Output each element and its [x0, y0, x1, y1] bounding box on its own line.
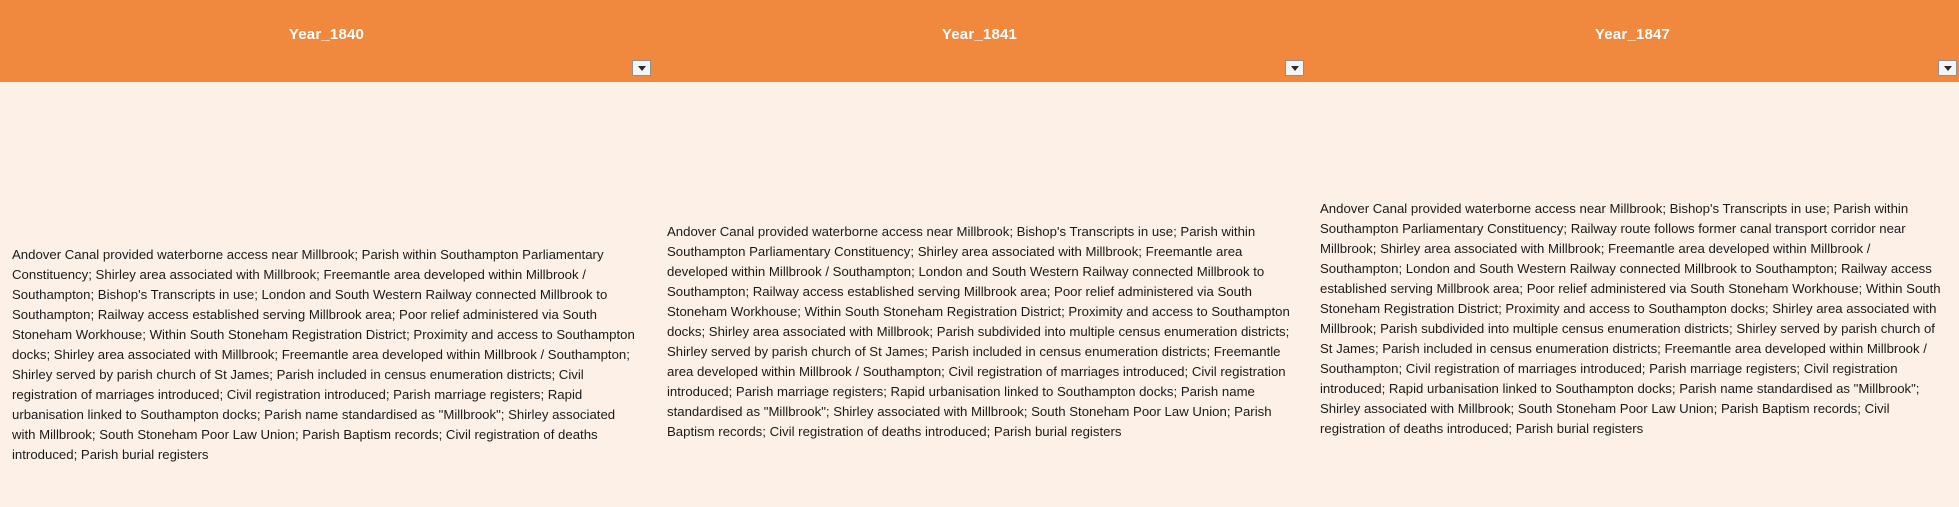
column-header-1840: [0, 0, 653, 82]
column-header-1847: [1306, 0, 1959, 82]
column-text-1840: Andover Canal provided waterborne access near Millbrook; Parish within Southampton Parliamentary Constituency; Shirley area associated with Millbrook; Freemantle area developed within Millbrook / Southampton; Bishop's Transcripts in use; London and South Western Railway connected Millbrook to Southampton; Railway access established serving Millbrook area; Poor relief administered via South Stoneham Workhouse; Within South Stoneham Registration District; Proximity and access to Southampton docks; Shirley area associated with Millbrook; Freemantle area developed within Millbrook / Southampton; Shirley served by parish church of St James; Parish included in census enumeration districts; Civil registration of marriages introduced; Civil registration introduced; Parish marriage registers; Rapid urbanisation linked to Southampton docks; Parish name standardised as "Millbrook"; Shirley associated with Millbrook; South Stoneham Poor Law Union; Parish Baptism records; Civil registration of deaths introduced; Parish burial registers: [12, 247, 635, 462]
column-title-1847: Year_1847: [1594, 26, 1671, 43]
chevron-down-icon: [638, 66, 646, 71]
column-dropdown-button-1840[interactable]: [632, 60, 651, 76]
chevron-down-icon: [1291, 66, 1299, 71]
column-dropdown-button-1847[interactable]: [1938, 60, 1957, 76]
column-year-1841: [653, 0, 1306, 507]
column-text-1841: Andover Canal provided waterborne access near Millbrook; Bishop's Transcripts in use; Parish within Southampton Parliamentary Constituency; Shirley area associated with Millbrook; Freemantle area developed within Millbrook / Southampton; London and South Western Railway connected Millbrook to Southampton; Railway access established serving Millbrook area; Poor relief administered via South Stoneham Workhouse; Within South Stoneham Registration District; Proximity and access to Southampton docks; Shirley area associated with Millbrook; Parish subdivided into multiple census enumeration districts; Shirley served by parish church of St James; Parish included in census enumeration districts; Freemantle area developed within Millbrook / Southampton; Civil registration of marriages introduced; Civil registration introduced; Parish marriage registers; Rapid urbanisation linked to Southampton docks; Parish name standardised as "Millbrook"; Shirley associated with Millbrook; South Stoneham Poor Law Union; Parish Baptism records; Civil registration of deaths introduced; Parish burial registers: [667, 224, 1290, 439]
column-text-1847: Andover Canal provided waterborne access near Millbrook; Bishop's Transcripts in use; Parish within Southampton Parliamentary Constituency; Railway route follows former canal transport corridor near Millbrook; Shirley area associated with Millbrook; Freemantle area developed within Millbrook / Southampton; London and South Western Railway connected Millbrook to Southampton; Railway access established serving Millbrook area; Poor relief administered via South Stoneham Workhouse; Within South Stoneham Registration District; Proximity and access to Southampton docks; Shirley area associated with Millbrook; Parish subdivided into multiple census enumeration districts; Shirley served by parish church of St James; Parish included in census enumeration districts; Freemantle area developed within Millbrook / Southampton; Civil registration of marriages introduced; Parish marriage registers; Civil registration introduced; Rapid urbanisation linked to Southampton docks; Parish name standardised as "Millbrook"; Shirley associated with Millbrook; South Stoneham Poor Law Union; Parish Baptism records; Civil registration of deaths introduced; Parish burial registers: [1320, 201, 1941, 436]
chevron-down-icon: [1944, 66, 1952, 71]
column-title-1840: Year_1840: [288, 26, 365, 43]
column-dropdown-button-1841[interactable]: [1285, 60, 1304, 76]
column-title-1841: Year_1841: [941, 26, 1018, 43]
column-year-1847: [1306, 0, 1959, 507]
column-header-1841: [653, 0, 1306, 82]
column-year-1840: [0, 0, 653, 507]
